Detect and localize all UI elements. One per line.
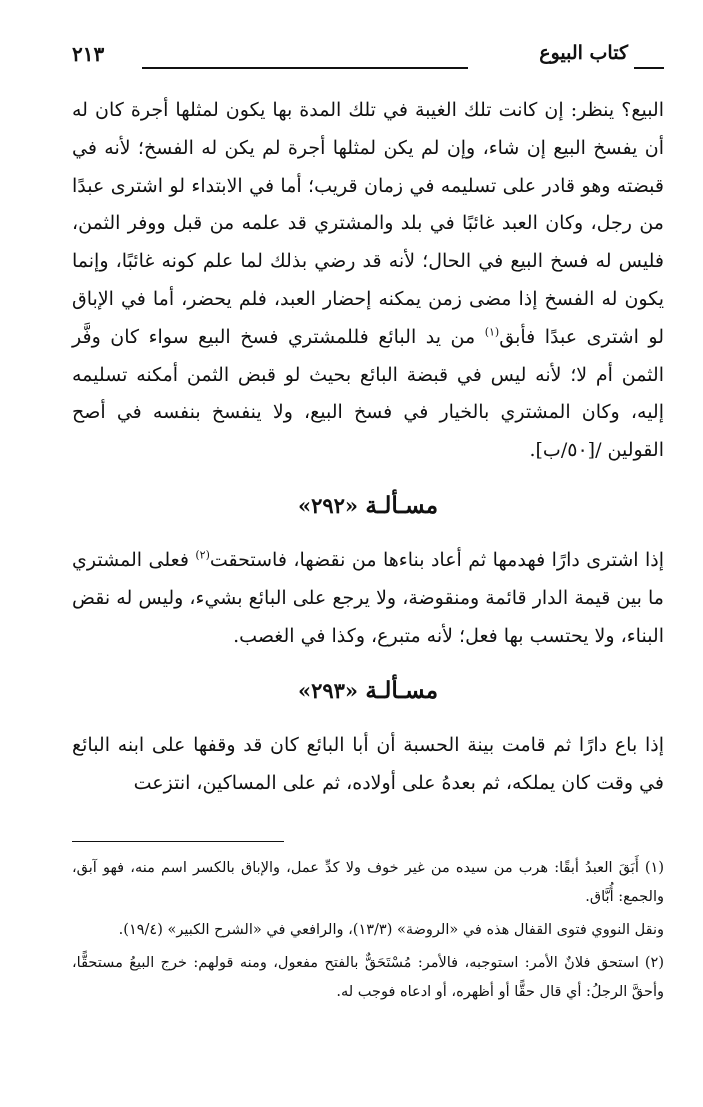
- footnote-ref-1: (١): [484, 325, 500, 339]
- footnote-1-continuation: ونقل النووي فتوى القفال هذه في «الروضة» (١٣/٣)، والرافعي في «الشرح الكبير» (١٩/٤).: [118, 922, 664, 939]
- footnote-separator: [72, 841, 284, 843]
- issue-number: «٢٩٢»: [297, 492, 359, 518]
- paragraph-1-end: من يد البائع فللمشتري فسخ البيع سواء كان وفَّر الثمن أم لا؛ لأنه ليس في قبضة البائع بحيث لو قبض الثمن أمكنه تسليمه إليه، وكان المشتري بالخيار في فسخ البيع، ولا ينفسخ بنفسه في أصح القولين /[٥٠/ب].: [72, 325, 664, 462]
- paragraph-issue-292: [72, 542, 664, 655]
- footnote-ref-2: (٢): [195, 548, 210, 562]
- issue-heading-293: [72, 671, 664, 711]
- footnote-number: (٢): [644, 955, 664, 972]
- footnote-number: (١): [644, 860, 664, 877]
- paragraph-2-start: إذا اشترى دارًا فهدمها ثم أعاد بناءها من نقضها، فاستحقت: [209, 548, 665, 571]
- book-title: كتاب البيوع: [539, 42, 628, 64]
- paragraph-1-text: البيع؟ ينظر: إن كانت تلك الغيبة في تلك المدة بها يكون لمثلها أجرة كان له أن يفسخ البيع إن شاء، وإن لم يكن لمثلها أجرة لم يكن له الفسخ؛ لأنه في قبضته وهو قادر على تسليمه في زمان قريب؛ أما في الابتداء لو اشترى عبدًا من رجل، وكان العبد غائبًا في بلد والمشتري قد علمه من قبل ووفر الثمن، فليس له فسخ البيع في الحال؛ لأنه قد رضي بذلك لما علم كونه غائبًا، وإنما يكون له الفسخ إذا مضى زمن يمكنه إحضار العبد، فلم يحضر، أما في الإباق لو اشترى عبدًا فأبق: [72, 99, 665, 348]
- header-rule: [142, 67, 468, 69]
- footnote-1: [72, 854, 664, 912]
- issue-word: مسـألـة: [365, 677, 439, 705]
- running-header: [72, 30, 664, 70]
- page-number: ٢١٣: [72, 42, 105, 66]
- header-dash: [634, 67, 664, 69]
- footnotes: [72, 854, 664, 1007]
- footnote-text: استحق فلانٌ الأمر: استوجبه، فالأمر: مُسْتَحَقٌّ بالفتح مفعول، ومنه قولهم: خرج البيعُ مستحقًّا، وأحقَّ الرجلُ: أي قال حقًّا أو أظهره، أو ادعاه فوجب له.: [72, 955, 664, 1001]
- paragraph-issue-293: [72, 727, 664, 803]
- footnote-2: [72, 949, 664, 1007]
- issue-number: «٢٩٣»: [297, 678, 359, 704]
- issue-word: مسـألـة: [365, 491, 439, 519]
- book-page: [72, 30, 664, 1090]
- paragraph-3-text: إذا باع دارًا ثم قامت بينة الحسبة أن أبا البائع كان قد وقفها على ابنه البائع في وقت كان يملكه، ثم بعدهُ على أولاده، ثم على المساكين، انتزعت: [72, 734, 664, 795]
- paragraph-2-end: فعلى المشتري ما بين قيمة الدار قائمة ومنقوضة، ولا يرجع على البائع بشيء، وليس له نقض البناء، ولا يحتسب بها فعل؛ لأنه متبرع، وكذا في الغصب.: [72, 548, 664, 647]
- footnote-text: أَبَقَ العبدُ أبقًا: هرب من سيده من غير خوف ولا كدِّ عمل، والإباق بالكسر اسم منه، فهو آبق، والجمع: أُبَّاق.: [72, 860, 664, 906]
- paragraph-continuation: [72, 92, 664, 470]
- issue-heading-292: [72, 486, 664, 526]
